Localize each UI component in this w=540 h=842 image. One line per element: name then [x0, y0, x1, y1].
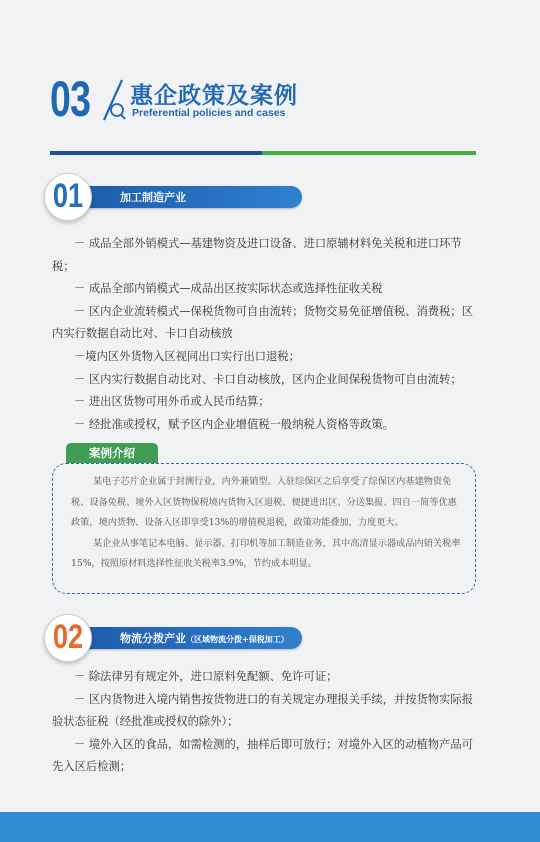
- case-paragraph: 某电子芯片企业属于封测行业，内外兼销型。入驻综保区之后享受了综保区内基建物资免税、设备免税、境外入区货物保税境内货物入区退税、便捷进出区、分送集报、四自一简等优惠政策，境内货物、设备入区即享受13%的增值税退税，政策功能叠加，力度更大。: [71, 476, 457, 528]
- chapter-number: 03: [50, 71, 91, 127]
- case-box: [52, 463, 476, 594]
- slash-search-icon: [100, 76, 128, 124]
- chapter-subtitle: Preferential policies and cases: [132, 107, 286, 119]
- section-title: 加工制造产业: [120, 191, 186, 204]
- policy-item: － 经批准或授权，赋予区内企业增值税一般纳税人资格等政策。: [74, 417, 394, 431]
- logistics-policies: [52, 666, 482, 779]
- manufacturing-policies: [52, 233, 482, 436]
- policy-item: － 区内货物进入境内销售按货物进口的有关规定办理报关手续，并按货物实际报验状态征税（经批准或授权的除外）；: [52, 692, 473, 729]
- section-number-badge: [44, 614, 92, 662]
- policy-item: － 成品全部外销模式—基建物资及进口设备、进口原辅材料免关税和进口环节税；: [52, 237, 462, 273]
- section-number: 02: [52, 618, 84, 656]
- policy-item: －境内区外货物入区视同出口实行出口退税；: [74, 349, 300, 363]
- case-tag: 案例介绍: [66, 443, 158, 463]
- policy-item: － 境外入区的食品，如需检测的，抽样后即可放行；对境外入区的动植物产品可先入区后检测；: [52, 737, 473, 774]
- policy-item: － 进出区货物可用外币或人民币结算；: [74, 395, 270, 409]
- section-number: 01: [52, 177, 84, 215]
- section-header-manufacturing: [44, 173, 304, 221]
- policy-item: － 区内企业流转模式—保税货物可自由流转；货物交易免征增值税、消费税；区内实行数据自动比对、卡口自动核放: [52, 304, 473, 341]
- case-paragraph: 某企业从事笔记本电脑、显示器、打印机等加工制造业务，其中高清显示器成品内销关税率15%，按照原材料选择性征收关税率3.9%，节约成本明显。: [71, 537, 461, 569]
- section-number-badge: [44, 173, 92, 221]
- section-header-logistics: [44, 614, 304, 662]
- section-title: [120, 630, 289, 646]
- policy-item: － 除法律另有规定外，进口原料免配额、免许可证；: [74, 670, 338, 683]
- policy-item: － 成品全部内销模式—成品出区按实际状态或选择性征收关税: [74, 282, 383, 296]
- chapter-title: 惠企政策及案例: [130, 83, 298, 109]
- footer-band: [0, 812, 540, 842]
- section-title-note: （区域物流分拨+保税加工）: [186, 635, 289, 644]
- policy-item: － 区内实行数据自动比对、卡口自动核放，区内企业间保税货物可自由流转；: [74, 372, 462, 386]
- section-title-main: 物流分拨产业: [120, 632, 186, 645]
- chapter-divider: [50, 151, 476, 155]
- divider-blue: [50, 151, 262, 155]
- section-title-bar: [80, 186, 302, 208]
- divider-green: [262, 151, 476, 155]
- section-title-bar: [80, 627, 302, 649]
